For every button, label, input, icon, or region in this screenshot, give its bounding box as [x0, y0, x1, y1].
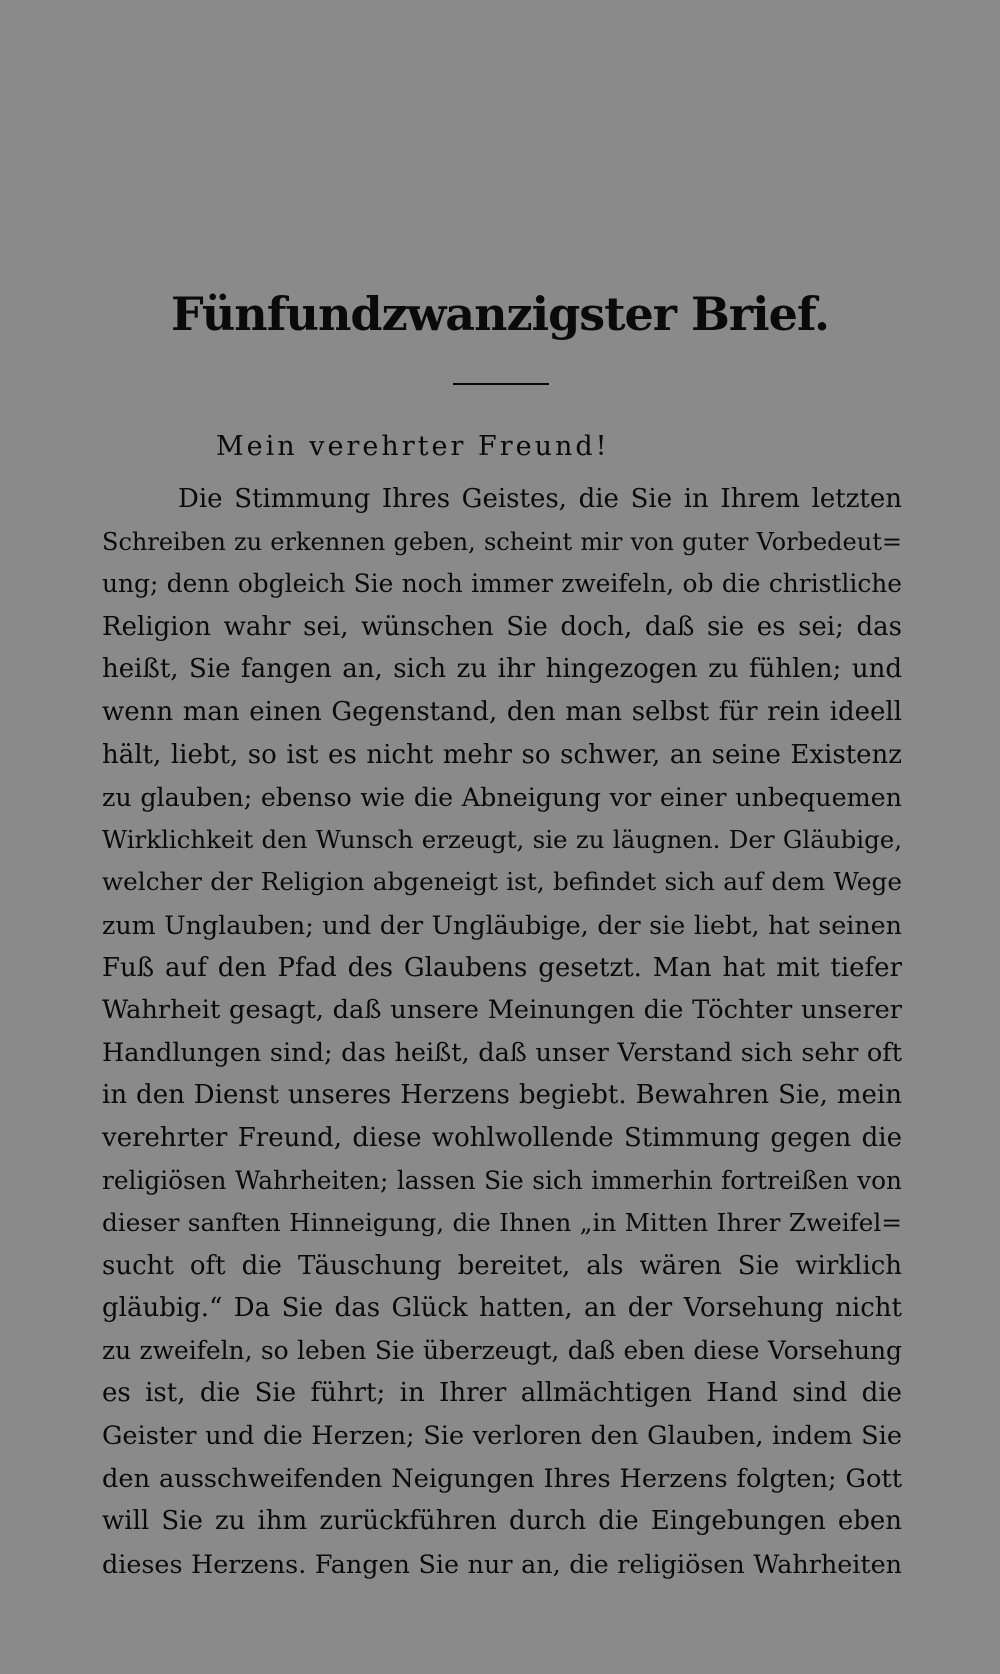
letter-body — [102, 478, 902, 1585]
salutation: Mein verehrter Freund! — [216, 431, 610, 462]
text-line: den ausschweifenden Neigungen Ihres Herzens folgten; Gott — [102, 1463, 902, 1494]
text-line: verehrter Freund, diese wohlwollende Stimmung gegen die — [102, 1122, 902, 1153]
text-line: zu zweifeln, so leben Sie überzeugt, daß eben diese Vorsehung — [102, 1335, 902, 1365]
text-line: Handlungen sind; das heißt, daß unser Verstand sich sehr oft — [102, 1037, 902, 1068]
text-line: Schreiben zu erkennen geben, scheint mir von guter Vorbedeut= — [102, 527, 902, 556]
text-line: zu glauben; ebenso wie die Abneigung vor einer unbequemen — [102, 782, 902, 813]
text-line: ung; denn obgleich Sie noch immer zweifeln, ob die christliche — [102, 569, 902, 599]
text-line: Die Stimmung Ihres Geistes, die Sie in Ihrem letzten — [178, 484, 902, 514]
text-line: in den Dienst unseres Herzens begiebt. Bewahren Sie, mein — [102, 1080, 902, 1111]
text-line: heißt, Sie fangen an, sich zu ihr hingezogen zu fühlen; und — [102, 654, 902, 685]
text-line: dieses Herzens. Fangen Sie nur an, die religiösen Wahrheiten — [102, 1548, 902, 1579]
text-line: es ist, die Sie führt; in Ihrer allmächtigen Hand sind die — [102, 1378, 902, 1409]
text-line: sucht oft die Täuschung bereitet, als wären Sie wirklich — [102, 1250, 902, 1281]
text-line: will Sie zu ihm zurückführen durch die Eingebungen eben — [102, 1506, 902, 1537]
title-divider — [453, 383, 549, 385]
text-line: Geister und die Herzen; Sie verloren den Glauben, indem Sie — [102, 1421, 902, 1452]
text-line: zum Unglauben; und der Ungläubige, der sie liebt, hat seinen — [102, 909, 902, 940]
text-line: gläubig.“ Da Sie das Glück hatten, an der Vorsehung nicht — [102, 1293, 902, 1324]
text-line: Wahrheit gesagt, daß unsere Meinungen die Töchter unserer — [102, 995, 902, 1026]
text-line: dieser sanften Hinneigung, die Ihnen „in Mitten Ihrer Zweifel= — [102, 1208, 902, 1238]
text-line: welcher der Religion abgeneigt ist, befindet sich auf dem Wege — [102, 867, 902, 897]
text-line: Fuß auf den Pfad des Glaubens gesetzt. Man hat mit tiefer — [102, 952, 902, 983]
text-line: Religion wahr sei, wünschen Sie doch, daß sie es sei; das — [102, 611, 902, 642]
chapter-title: Fünfundzwanzigster Brief. — [171, 287, 829, 341]
text-line: Wirklichkeit den Wunsch erzeugt, sie zu läugnen. Der Gläubige, — [102, 824, 902, 854]
text-line: hält, liebt, so ist es nicht mehr so schwer, an seine Existenz — [102, 739, 902, 770]
text-line: wenn man einen Gegenstand, den man selbst für rein ideell — [102, 696, 902, 727]
text-line: religiösen Wahrheiten; lassen Sie sich immerhin fortreißen von — [102, 1165, 902, 1195]
